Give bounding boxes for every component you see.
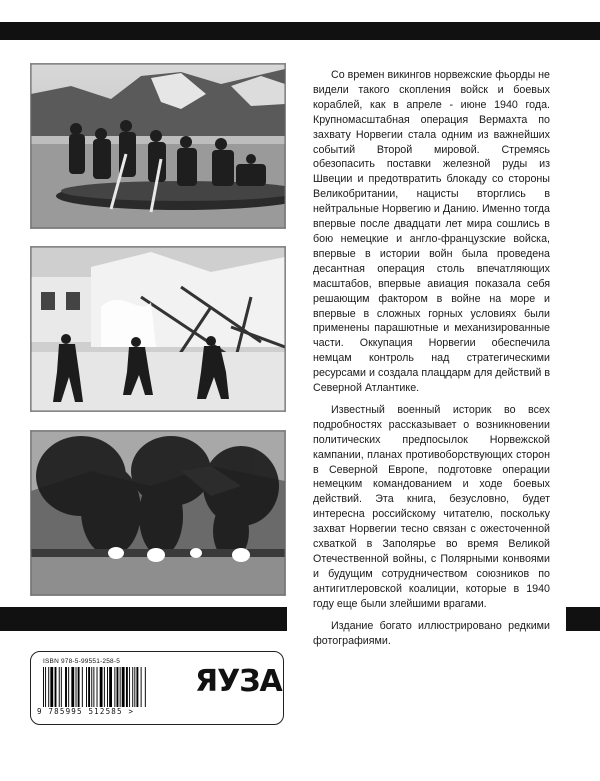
annotation-text (313, 68, 550, 655)
barcode-panel (30, 651, 284, 725)
right-black-tab (566, 607, 600, 631)
publisher-logo: ЯУЗА (195, 664, 282, 699)
annotation-paragraph-3: Издание богато иллюстрировано редкими фотографиями. (313, 619, 550, 647)
barcode-digits: 9 785995 512585 > (37, 707, 135, 716)
annotation-paragraph-2: Известный военный историк во всех подробностях рассказывает о возникновении политических предпосылок Норвежской кампании, планах противоборствующих сторон в Северной Европе, подготовке операции немецким командованием и ходе боевых действий. Эта книга, безусловно, будет интересна российскому читателю, поскольку захват Норвегии тесно связан с ожесточенной схваткой в Заполярье во время Великой Отечественной войны, с Полярными конвоями и будущим сотрудничеством союзников по антигитлеровской коалиции, которые в 1940 году еще были злейшими врагами. (313, 403, 550, 610)
photo-soldiers-in-boat (30, 63, 286, 229)
barcode-icon (41, 667, 181, 709)
photo-burning-village-soldiers (30, 246, 286, 412)
top-black-band (0, 22, 600, 40)
photo-burning-harbor-smoke (30, 430, 286, 596)
isbn-label: ISBN 978-5-99551-258-5 (43, 658, 121, 665)
middle-black-band (0, 607, 287, 631)
annotation-paragraph-1: Со времен викингов норвежские фьорды не видели такого скопления войск и боевых кораблей, как в апреле - июне 1940 года. Крупномасштабная операция Вермахта по захвату Норвегии стала одним из важнейших событий Второй мировой. Стремясь обезопасить поставки железной руды из Швеции и предотвратить блокаду со стороны Великобритании, нацисты вторглись в нейтральные Норвегию и Данию. Именно тогда впервые после двадцати лет мира сошлись в бою немецкие и англо-французские войска, впервые в истории войн была проведена десантная операция столь впечатляющих масштабов, впервые авиация показала себя решающим фактором в войне на море и впервые в сложных горных условиях были применены парашютные и механизированные части. Оккупация Норвегии обеспечила немцам контроль над стратегическими ресурсами и создала плацдарм для действий в Северной Атлантике. (313, 69, 550, 395)
